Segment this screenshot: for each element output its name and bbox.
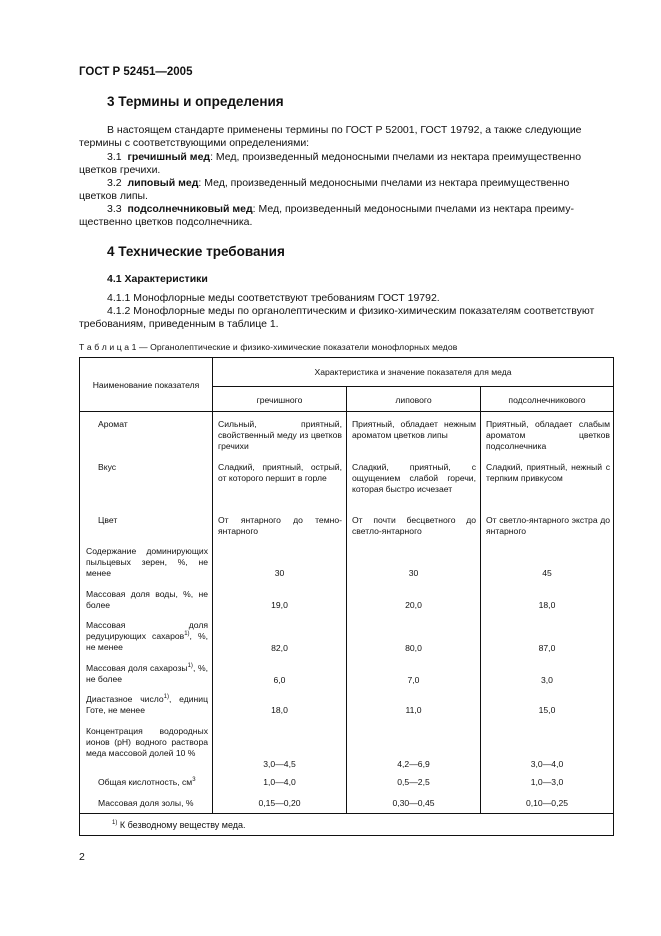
term-number: 3.2: [107, 177, 122, 189]
row-name-taste: Вкус: [98, 462, 117, 472]
table-caption: [79, 342, 457, 352]
table-footnote: [112, 820, 592, 831]
section-4-title: 4 Технические требования: [107, 244, 285, 259]
row-name-sucrose: [86, 663, 208, 685]
cell-diastase-sunflower: 15,0: [538, 705, 556, 715]
cell-diastase-linden: 11,0: [405, 705, 422, 715]
subsection-4-1-title: 4.1 Характеристики: [107, 273, 208, 285]
term-3-1-cont: цветков гречихи.: [79, 164, 161, 176]
cell-diastase-buckwheat: 18,0: [271, 705, 288, 715]
cell-color-sunflower: От светло-янтарного экстра до янтарного: [486, 515, 610, 536]
row-name-text: Диастазное число: [86, 694, 164, 704]
term-3-3: [107, 203, 574, 216]
row-name-color: Цвет: [98, 515, 118, 525]
cell-color-linden: От почти бесцветного до светло-янтарного: [352, 515, 476, 536]
cell-ph-buckwheat: 3,0—4,5: [263, 759, 296, 769]
cell-water-buckwheat: 19,0: [271, 600, 288, 610]
cell-acidity-linden: 0,5—2,5: [397, 777, 430, 787]
cell-water-linden: 20,0: [405, 600, 422, 610]
table-caption-text: — Органолептические и физико-химические показатели монофлорных медов: [136, 342, 458, 352]
document-header: ГОСТ Р 52451—2005: [79, 66, 193, 78]
footnote-mark: 1): [112, 820, 118, 826]
footnote-ref: 1): [163, 694, 169, 701]
section-3-intro-line2: термины с соответствующими определениями:: [79, 137, 310, 149]
cell-reducing-sugars-sunflower: 87,0: [538, 643, 556, 653]
unit-superscript: 3: [192, 777, 196, 784]
term-3-1: [107, 151, 581, 164]
term-definition: : Мед, произведенный медоносными пчелами из нектара преимущественно: [210, 151, 582, 163]
row-name-text: Массовая доля сахарозы: [86, 663, 188, 673]
header-col-buckwheat: гречишного: [256, 395, 303, 405]
cell-ph-sunflower: 3,0—4,0: [530, 759, 564, 769]
cell-aroma-linden: Приятный, обладает нежным ароматом цветков липы: [352, 419, 476, 440]
row-name-text: Общая кислотность, см: [98, 777, 193, 787]
table-divider: [212, 358, 213, 813]
term-name: гречишный мед: [127, 151, 211, 163]
indicators-table: [79, 357, 614, 836]
row-name-aroma: Аромат: [98, 419, 128, 429]
table-divider: [212, 386, 614, 387]
cell-ash-sunflower: 0,10—0,25: [525, 798, 569, 808]
cell-taste-linden: Сладкий, приятный, с ощущением слабой горечи, которая быстро исчезает: [352, 462, 476, 494]
cell-taste-sunflower: Сладкий, приятный, нежный с терпким привкусом: [486, 462, 610, 483]
term-3-3-cont: щественно цветков подсолнечника.: [79, 216, 253, 228]
cell-acidity-sunflower: 1,0—3,0: [530, 777, 564, 787]
footnote-text: К безводному веществу меда.: [117, 820, 246, 830]
term-number: 3.1: [107, 151, 122, 163]
row-name-text: , единиц Готе, не менее: [86, 694, 208, 715]
term-name: липовый мед: [127, 177, 199, 189]
row-name-text: Массовая доля редуцирующих сахаров: [86, 620, 208, 641]
paragraph-4-1-2-line1: 4.1.2 Монофлорные меды по органолептическим и физико-химическим показателям соответствуют: [107, 305, 595, 317]
cell-pollen-sunflower: 45: [542, 568, 552, 578]
row-name-pollen: Содержание доминирующих пыльцевых зерен, %, не менее: [86, 546, 208, 578]
footnote-ref: 1): [184, 631, 190, 638]
header-col-sunflower: подсолнечникового: [508, 395, 586, 405]
cell-ash-linden: 0,30—0,45: [392, 798, 435, 808]
paragraph-4-1-2-line2: требованиям, приведенным в таблице 1.: [79, 318, 279, 330]
header-indicator-name: Наименование показателя: [92, 380, 200, 390]
row-name-text: , %, не более: [86, 663, 208, 684]
cell-reducing-sugars-linden: 80,0: [405, 643, 422, 653]
row-name-water: Массовая доля воды, %, не более: [86, 589, 208, 610]
row-name-acidity: [98, 777, 210, 788]
table-caption-label: Т а б л и ц а 1: [79, 342, 137, 352]
page-number: 2: [79, 851, 85, 863]
cell-pollen-buckwheat: 30: [274, 568, 285, 578]
section-3-title: 3 Термины и определения: [107, 94, 284, 109]
cell-pollen-linden: 30: [408, 568, 419, 578]
footnote-ref: 1): [187, 663, 193, 670]
paragraph-4-1-1: 4.1.1 Монофлорные меды соответствуют требованиям ГОСТ 19792.: [107, 292, 440, 304]
cell-taste-buckwheat: Сладкий, приятный, острый, от которого першит в горле: [218, 462, 342, 483]
cell-sucrose-buckwheat: 6,0: [273, 675, 286, 685]
cell-reducing-sugars-buckwheat: 82,0: [271, 643, 288, 653]
header-characteristic-group: Характеристика и значение показателя для меда: [314, 367, 512, 377]
row-name-reducing-sugars: [86, 620, 208, 653]
section-3-intro-line1: В настоящем стандарте применены термины по ГОСТ Р 52001, ГОСТ 19792, а также следующие: [107, 124, 582, 136]
term-3-2-cont: цветков липы.: [79, 190, 148, 202]
term-definition: : Мед, произведенный медоносными пчелами из нектара преиму-: [252, 203, 574, 215]
term-definition: : Мед, произведенный медоносными пчелами из нектара преимущественно: [198, 177, 570, 189]
row-name-ash: Массовая доля золы, %: [98, 798, 194, 808]
cell-color-buckwheat: От янтарного до темно-янтарного: [218, 515, 342, 536]
term-name: подсолнечниковый мед: [127, 203, 253, 215]
cell-ash-buckwheat: 0,15—0,20: [258, 798, 301, 808]
cell-sucrose-sunflower: 3,0: [541, 675, 553, 685]
cell-aroma-sunflower: Приятный, обладает слабым ароматом цветков подсолнечника: [486, 419, 610, 451]
table-divider: [80, 813, 613, 814]
term-number: 3.3: [107, 203, 122, 215]
cell-water-sunflower: 18,0: [538, 600, 556, 610]
row-name-diastase: [86, 694, 208, 716]
row-name-text: , %, не менее: [86, 631, 208, 652]
table-divider: [80, 411, 613, 412]
cell-acidity-buckwheat: 1,0—4,0: [263, 777, 296, 787]
cell-sucrose-linden: 7,0: [407, 675, 420, 685]
term-3-2: [107, 177, 569, 190]
row-name-ph: Концентрация водородных ионов (pH) водного раствора меда массовой долей 10 %: [86, 726, 208, 758]
cell-ph-linden: 4,2—6,9: [397, 759, 430, 769]
header-col-linden: липового: [395, 395, 432, 405]
cell-aroma-buckwheat: Сильный, приятный, свойственный меду из цветков гречихи: [218, 419, 342, 451]
